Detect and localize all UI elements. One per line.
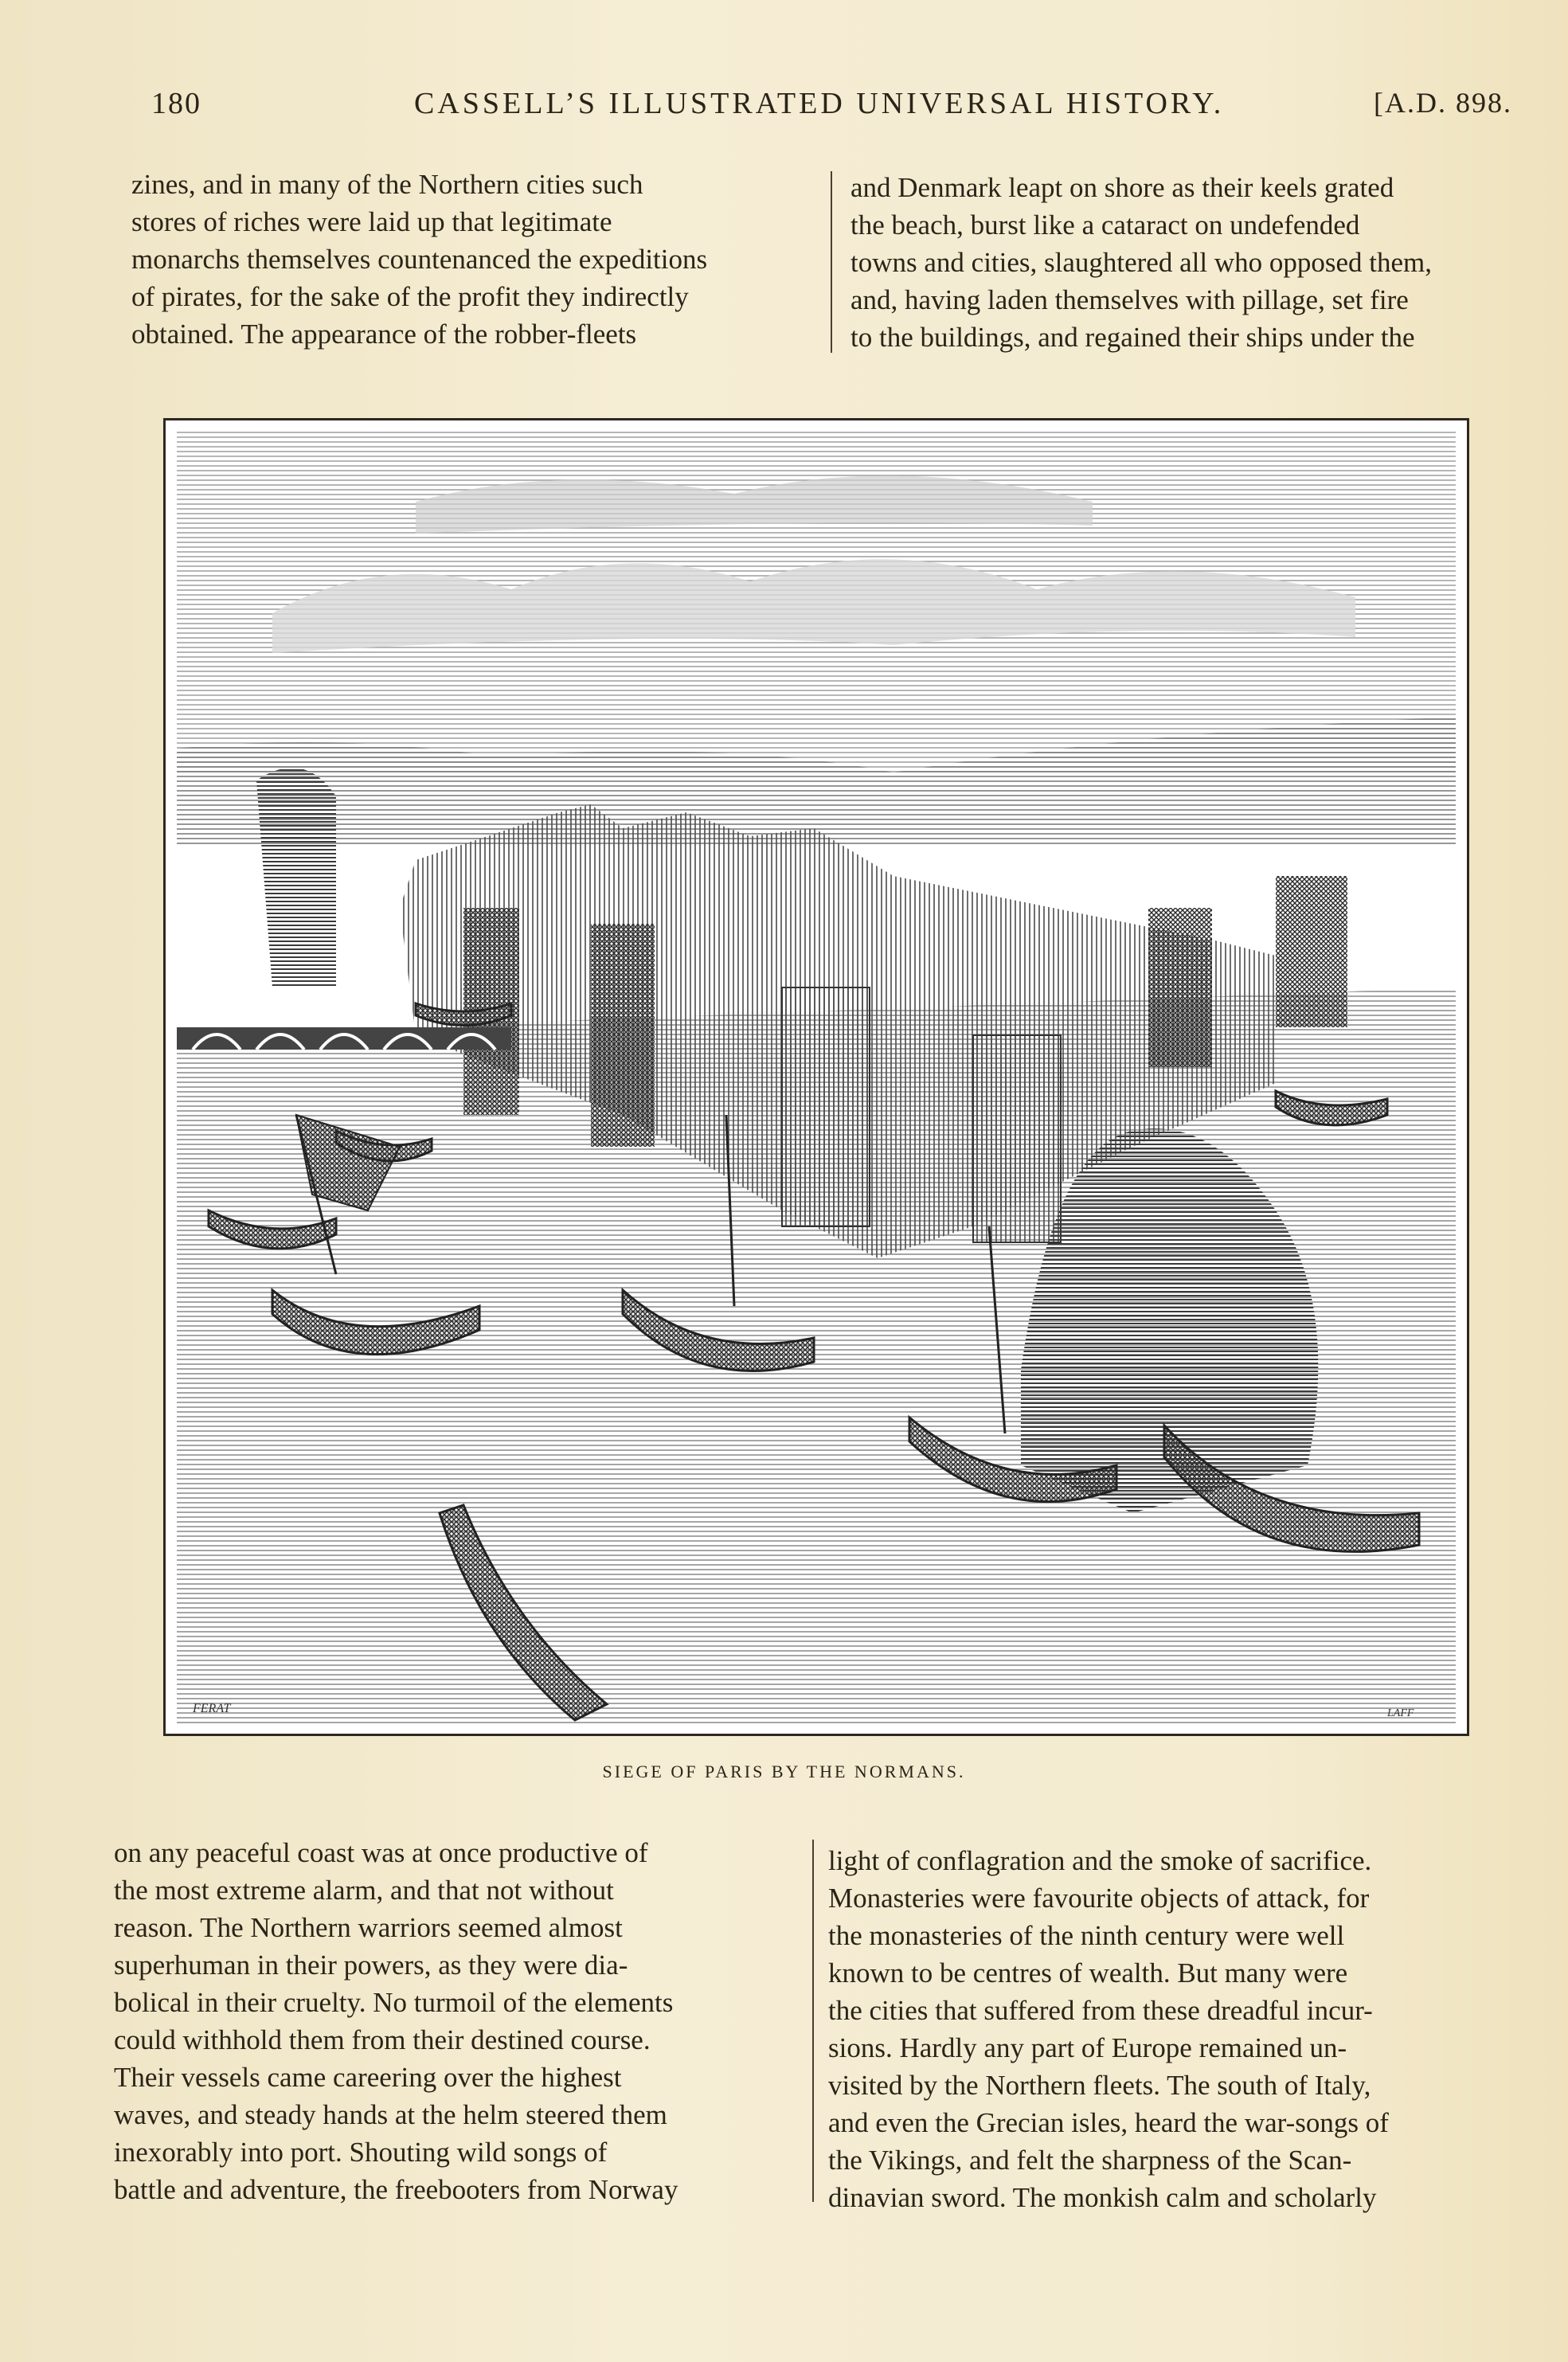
text-line: reason. The Northern warriors seemed almost <box>114 1912 623 1943</box>
text-line: dinavian sword. The monkish calm and scholarly <box>828 2182 1377 2213</box>
text-line: to the buildings, and regained their ships under the <box>850 322 1415 353</box>
text-line: known to be centres of wealth. But many were <box>828 1957 1348 1989</box>
text-line: of pirates, for the sake of the profit they indirectly <box>131 281 689 312</box>
tower <box>973 1035 1061 1242</box>
column-divider <box>812 1840 814 2202</box>
illustration-caption: SIEGE OF PARIS BY THE NORMANS. <box>602 1762 966 1781</box>
text-line: zines, and in many of the Northern cities such <box>131 169 643 200</box>
text-line: the Vikings, and felt the sharpness of the Scan- <box>828 2145 1352 2176</box>
text-line: the beach, burst like a cataract on undefended <box>850 209 1360 241</box>
text-line: inexorably into port. Shouting wild songs of <box>114 2137 608 2168</box>
text-line: and Denmark leapt on shore as their keels grated <box>850 172 1394 203</box>
text-line: monarchs themselves countenanced the expeditions <box>131 244 708 275</box>
header-date: [A.D. 898. <box>1374 87 1512 119</box>
tower <box>591 924 655 1147</box>
top-right-column <box>850 169 1527 356</box>
column-divider <box>831 171 832 353</box>
text-line: battle and adventure, the freebooters from Norway <box>114 2174 678 2205</box>
text-line: the most extreme alarm, and that not without <box>114 1875 614 1906</box>
text-line: Monasteries were favourite objects of attack, for <box>828 1883 1370 1914</box>
text-line: light of conflagration and the smoke of sacrifice. <box>828 1845 1372 1876</box>
text-line: stores of riches were laid up that legitimate <box>131 206 612 237</box>
text-line: sions. Hardly any part of Europe remained un- <box>828 2032 1347 2063</box>
text-line: towns and cities, slaughtered all who opposed them, <box>850 247 1432 278</box>
text-line: bolical in their cruelty. No turmoil of the elements <box>114 1987 674 2018</box>
text-line: and, having laden themselves with pillage, set fire <box>850 284 1409 315</box>
trees <box>256 768 336 987</box>
text-line: superhuman in their powers, as they were dia- <box>114 1949 628 1981</box>
running-title: CASSELL’S ILLUSTRATED UNIVERSAL HISTORY. <box>414 87 1225 120</box>
text-line: waves, and steady hands at the helm steered them <box>114 2099 667 2130</box>
text-line: obtained. The appearance of the robber-fleets <box>131 319 637 350</box>
page-number: 180 <box>151 87 201 120</box>
text-line: the cities that suffered from these dreadful incur- <box>828 1995 1373 2026</box>
text-line: and even the Grecian isles, heard the war-songs of <box>828 2107 1389 2138</box>
text-line: visited by the Northern fleets. The south of Italy, <box>828 2070 1371 2101</box>
bottom-right-column <box>828 1842 1505 2216</box>
tower <box>782 987 870 1226</box>
text-line: Their vessels came careering over the highest <box>114 2062 622 2093</box>
text-line: the monasteries of the ninth century were well <box>828 1920 1345 1951</box>
illustration-frame <box>163 418 1469 1736</box>
bottom-left-column <box>114 1834 787 2208</box>
tower <box>1276 876 1347 1027</box>
text-line: could withhold them from their destined course. <box>114 2024 651 2055</box>
tower <box>1148 908 1212 1067</box>
engraver-signature-left: FERAT <box>193 1702 231 1715</box>
siege-engraving <box>177 430 1456 1723</box>
top-left-column <box>131 166 812 353</box>
running-header <box>0 86 1568 134</box>
engraver-signature-right: LAFF <box>1387 1707 1414 1719</box>
text-line: on any peaceful coast was at once productive of <box>114 1837 648 1868</box>
